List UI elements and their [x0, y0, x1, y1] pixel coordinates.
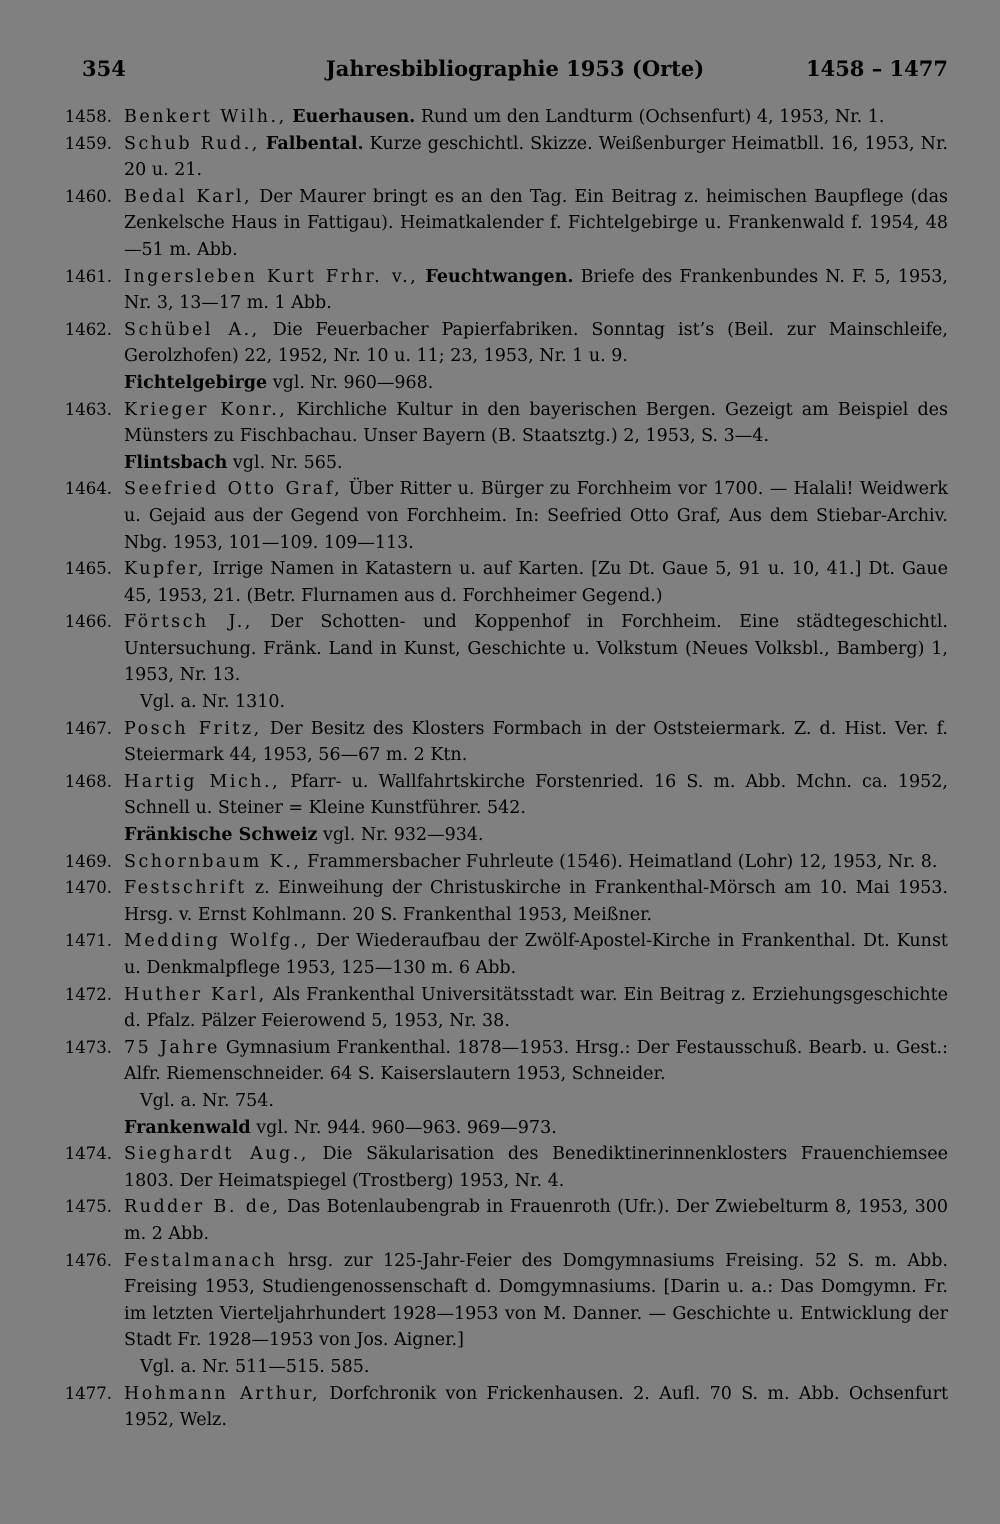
entry-number: 1460.	[64, 186, 112, 206]
entry-body	[124, 982, 948, 1035]
entry-author: Kupfer,	[124, 559, 206, 580]
bibliography-entry	[60, 769, 948, 822]
entry-number	[60, 450, 124, 477]
entry-place: Flintsbach	[124, 452, 228, 473]
entry-author: Huther Karl,	[124, 984, 267, 1005]
entry-place: Feuchtwangen.	[425, 266, 574, 287]
entry-author: Seefried Otto Graf,	[124, 479, 343, 500]
entry-number: 1472.	[64, 984, 112, 1004]
entry-author: Hohmann Arthur,	[124, 1383, 321, 1404]
entry-body	[124, 397, 948, 450]
bibliography-entry	[60, 1248, 948, 1354]
bibliography-entry	[60, 556, 948, 609]
entry-place: Euerhausen.	[292, 107, 416, 127]
entry-author: Schübel A.,	[124, 319, 260, 340]
entry-text: Der Maurer bringt es an den Tag. Ein Beitrag z. heimischen Baupflege (das Zenkelsche Haus in Fattigau). Heimatkalender f. Fichtelgebirge u. Frankenwald f. 1954, 48—51 m. Abb.	[124, 186, 948, 260]
entry-text: Als Frankenthal Universitätsstadt war. Ein Beitrag z. Erziehungsgeschichte d. Pfalz. Pälzer Feierowend 5, 1953, Nr. 38.	[124, 984, 949, 1032]
bibliography-entry	[60, 317, 948, 370]
entry-number: 1476.	[64, 1250, 112, 1270]
bibliography-entry	[60, 849, 948, 876]
entry-place: Fichtelgebirge	[124, 372, 268, 393]
entry-body	[124, 822, 948, 849]
entry-text: z. Einweihung der Christuskirche in Frankenthal-Mörsch am 10. Mai 1953. Hrsg. v. Ernst Kohlmann. 20 S. Frankenthal 1953, Meißner.	[124, 878, 948, 925]
cross-reference-entry	[60, 822, 948, 849]
entry-body	[124, 450, 948, 477]
bibliography-entry	[60, 131, 948, 184]
entry-body	[124, 849, 948, 876]
entry-number	[60, 370, 124, 397]
entry-body	[124, 769, 948, 822]
entry-number: 1466.	[64, 612, 112, 632]
entry-number: 1474.	[64, 1144, 112, 1164]
bibliography-entry	[60, 264, 948, 317]
entry-author: Hartig Mich.,	[124, 771, 281, 792]
entry-see-also: Vgl. a. Nr. 1310.	[140, 692, 286, 713]
entry-text: Der Wiederaufbau der Zwölf-Apostel-Kirche in Frankenthal. Dt. Kunst u. Denkmalpflege 1953, 125—130 m. 6 Abb.	[124, 931, 948, 978]
entry-body	[124, 716, 948, 769]
entry-text: Frammersbacher Fuhrleute (1546). Heimatland (Lohr) 12, 1953, Nr. 8.	[307, 851, 938, 872]
entry-number: 1470.	[64, 878, 112, 898]
entry-number: 1465.	[64, 559, 112, 579]
entry-place: Frankenwald	[124, 1117, 251, 1138]
entry-author: Schornbaum K.,	[124, 851, 302, 872]
bibliography-entry	[60, 476, 948, 556]
entry-text: Briefe des Frankenbundes N. F. 5, 1953, Nr. 3, 13—17 m. 1 Abb.	[124, 266, 948, 314]
entry-body	[124, 131, 948, 184]
bibliography-entry	[60, 1141, 948, 1194]
entry-body	[124, 1248, 948, 1354]
entry-text: Der Schotten- und Koppenhof in Forchheim. Eine städtegeschichtl. Untersuchung. Fränk. Land in Kunst, Geschichte u. Volkstum (Neues Volksbl., Bamberg) 1, 1953, Nr. 13.	[124, 612, 948, 686]
entry-number: 1477.	[64, 1383, 112, 1403]
entry-body	[124, 1194, 948, 1247]
entry-author: Ingersleben Kurt Frhr. v.,	[124, 266, 419, 287]
entry-body	[124, 1115, 948, 1142]
entry-text: Gymnasium Frankenthal. 1878—1953. Hrsg.: Der Festausschuß. Bearb. u. Gest.: Alfr. Riemenschneider. 64 S. Kaiserslautern 1953, Schneider.	[124, 1037, 948, 1085]
entry-body	[124, 928, 948, 981]
entry-number: 1473.	[64, 1037, 112, 1057]
entry-author: Förtsch J.,	[124, 612, 253, 633]
entry-text: Das Botenlaubengrab in Frauenroth (Ufr.). Der Zwiebelturm 8, 1953, 300 m. 2 Abb.	[124, 1197, 948, 1244]
entry-range: 1458 – 1477	[805, 56, 948, 81]
bibliography-entry	[60, 1194, 948, 1247]
entry-body	[124, 1141, 948, 1194]
entry-body	[124, 875, 948, 928]
bibliography-entry	[60, 716, 948, 769]
entry-author: Schub Rud.,	[124, 133, 260, 154]
entry-author: Krieger Konr.,	[124, 399, 288, 420]
entry-author: Benkert Wilh.,	[124, 107, 287, 127]
entry-author: Festalmanach	[124, 1250, 278, 1271]
entry-number: 1467.	[64, 718, 112, 738]
bibliography-list	[60, 104, 948, 1434]
cross-reference-entry	[60, 1115, 948, 1142]
entry-see-also: Vgl. a. Nr. 754.	[140, 1090, 274, 1111]
bibliography-entry	[60, 609, 948, 689]
entry-body	[124, 476, 948, 556]
bibliography-entry	[60, 875, 948, 928]
entry-text: Rund um den Landturm (Ochsenfurt) 4, 1953, Nr. 1.	[420, 107, 885, 127]
entry-body	[124, 184, 948, 264]
entry-number: 1475.	[64, 1197, 112, 1217]
page-number: 354	[82, 56, 126, 81]
entry-text: vgl. Nr. 944. 960—963. 969—973.	[256, 1117, 557, 1138]
bibliography-entry	[60, 184, 948, 264]
entry-text: vgl. Nr. 565.	[232, 452, 343, 473]
entry-body	[124, 1035, 948, 1088]
bibliography-entry	[60, 397, 948, 450]
cross-reference-entry	[60, 370, 948, 397]
entry-text: Über Ritter u. Bürger zu Forchheim vor 1700. — Halali! Weidwerk u. Gejaid aus der Gegend von Forchheim. In: Seefried Otto Graf, Aus dem Stiebar-Archiv. Nbg. 1953, 101—109. 109—113.	[124, 479, 948, 553]
entry-number: 1471.	[64, 931, 112, 951]
entry-text: hrsg. zur 125-Jahr-Feier des Domgymnasiums Freising. 52 S. m. Abb. Freising 1953, Studiengenossenschaft d. Domgymnasiums. [Darin u. a.: Das Domgymn. Fr. im letzten Vierteljahrhundert 1928—1953 von M. Danner. — Geschichte u. Entwicklung der Stadt Fr. 1928—1953 von Jos. Aigner.]	[124, 1250, 948, 1351]
entry-body	[124, 317, 948, 370]
cross-reference-entry	[60, 450, 948, 477]
entry-body	[124, 1381, 948, 1434]
bibliography-entry	[60, 1035, 948, 1088]
entry-text: Der Besitz des Klosters Formbach in der Oststeiermark. Z. d. Hist. Ver. f. Steiermark 44, 1953, 56—67 m. 2 Ktn.	[124, 718, 948, 766]
page-header	[82, 56, 948, 86]
entry-body	[124, 104, 948, 131]
running-title: Jahresbibliographie 1953 (Orte)	[325, 56, 705, 81]
entry-number: 1461.	[64, 266, 112, 286]
entry-number: 1459.	[64, 133, 112, 153]
entry-author: Posch Fritz,	[124, 718, 262, 739]
entry-author: Rudder B. de,	[124, 1197, 281, 1218]
entry-text: Kurze geschichtl. Skizze. Weißenburger Heimatbll. 16, 1953, Nr. 20 u. 21.	[124, 133, 948, 181]
entry-text: Pfarr- u. Wallfahrtskirche Forstenried. 16 S. m. Abb. Mchn. ca. 1952, Schnell u. Steiner = Kleine Kunstführer. 542.	[124, 771, 948, 819]
entry-number: 1464.	[64, 479, 112, 499]
entry-body	[124, 370, 948, 397]
entry-place: Fränkische Schweiz	[124, 825, 318, 846]
entry-author: Medding Wolfg.,	[124, 931, 310, 952]
bibliography-entry	[60, 928, 948, 981]
entry-body	[124, 556, 948, 609]
entry-text: vgl. Nr. 932—934.	[323, 825, 484, 846]
entry-number: 1458.	[64, 107, 112, 126]
entry-author: 75 Jahre	[124, 1037, 220, 1058]
entry-number: 1463.	[64, 399, 112, 419]
entry-number: 1469.	[64, 851, 112, 871]
entry-body	[124, 264, 948, 317]
entry-text: vgl. Nr. 960—968.	[272, 372, 434, 393]
bibliography-entry	[60, 1381, 948, 1434]
entry-text: Die Säkularisation des Benediktinerinnenklosters Frauenchiemsee 1803. Der Heimatspiegel (Trostberg) 1953, Nr. 4.	[124, 1144, 948, 1191]
entry-author: Bedal Karl,	[124, 186, 253, 207]
entry-text: Die Feuerbacher Papierfabriken. Sonntag ist’s (Beil. zur Mainschleife, Gerolzhofen) 22, 1952, Nr. 10 u. 11; 23, 1953, Nr. 1 u. 9.	[124, 319, 948, 367]
entry-author: Festschrift	[124, 878, 247, 899]
entry-number	[60, 1115, 124, 1142]
entry-place: Falbental.	[265, 133, 364, 154]
entry-text: Dorfchronik von Frickenhausen. 2. Aufl. 70 S. m. Abb. Ochsenfurt 1952, Welz.	[124, 1383, 948, 1431]
entry-number	[60, 822, 124, 849]
bibliography-entry	[60, 982, 948, 1035]
bibliography-entry	[60, 104, 948, 131]
entry-see-also: Vgl. a. Nr. 511—515. 585.	[140, 1356, 370, 1377]
entry-body	[124, 609, 948, 689]
entry-text: Kirchliche Kultur in den bayerischen Bergen. Gezeigt am Beispiel des Münsters zu Fischbachau. Unser Bayern (B. Staatsztg.) 2, 1953, S. 3—4.	[124, 399, 948, 447]
entry-text: Irrige Namen in Katastern u. auf Karten. [Zu Dt. Gaue 5, 91 u. 10, 41.] Dt. Gaue 45, 1953, 21. (Betr. Flurnamen aus d. Forchheimer Gegend.)	[124, 559, 948, 606]
entry-author: Sieghardt Aug.,	[124, 1144, 309, 1165]
entry-number: 1462.	[64, 319, 112, 339]
entry-number: 1468.	[64, 771, 112, 791]
